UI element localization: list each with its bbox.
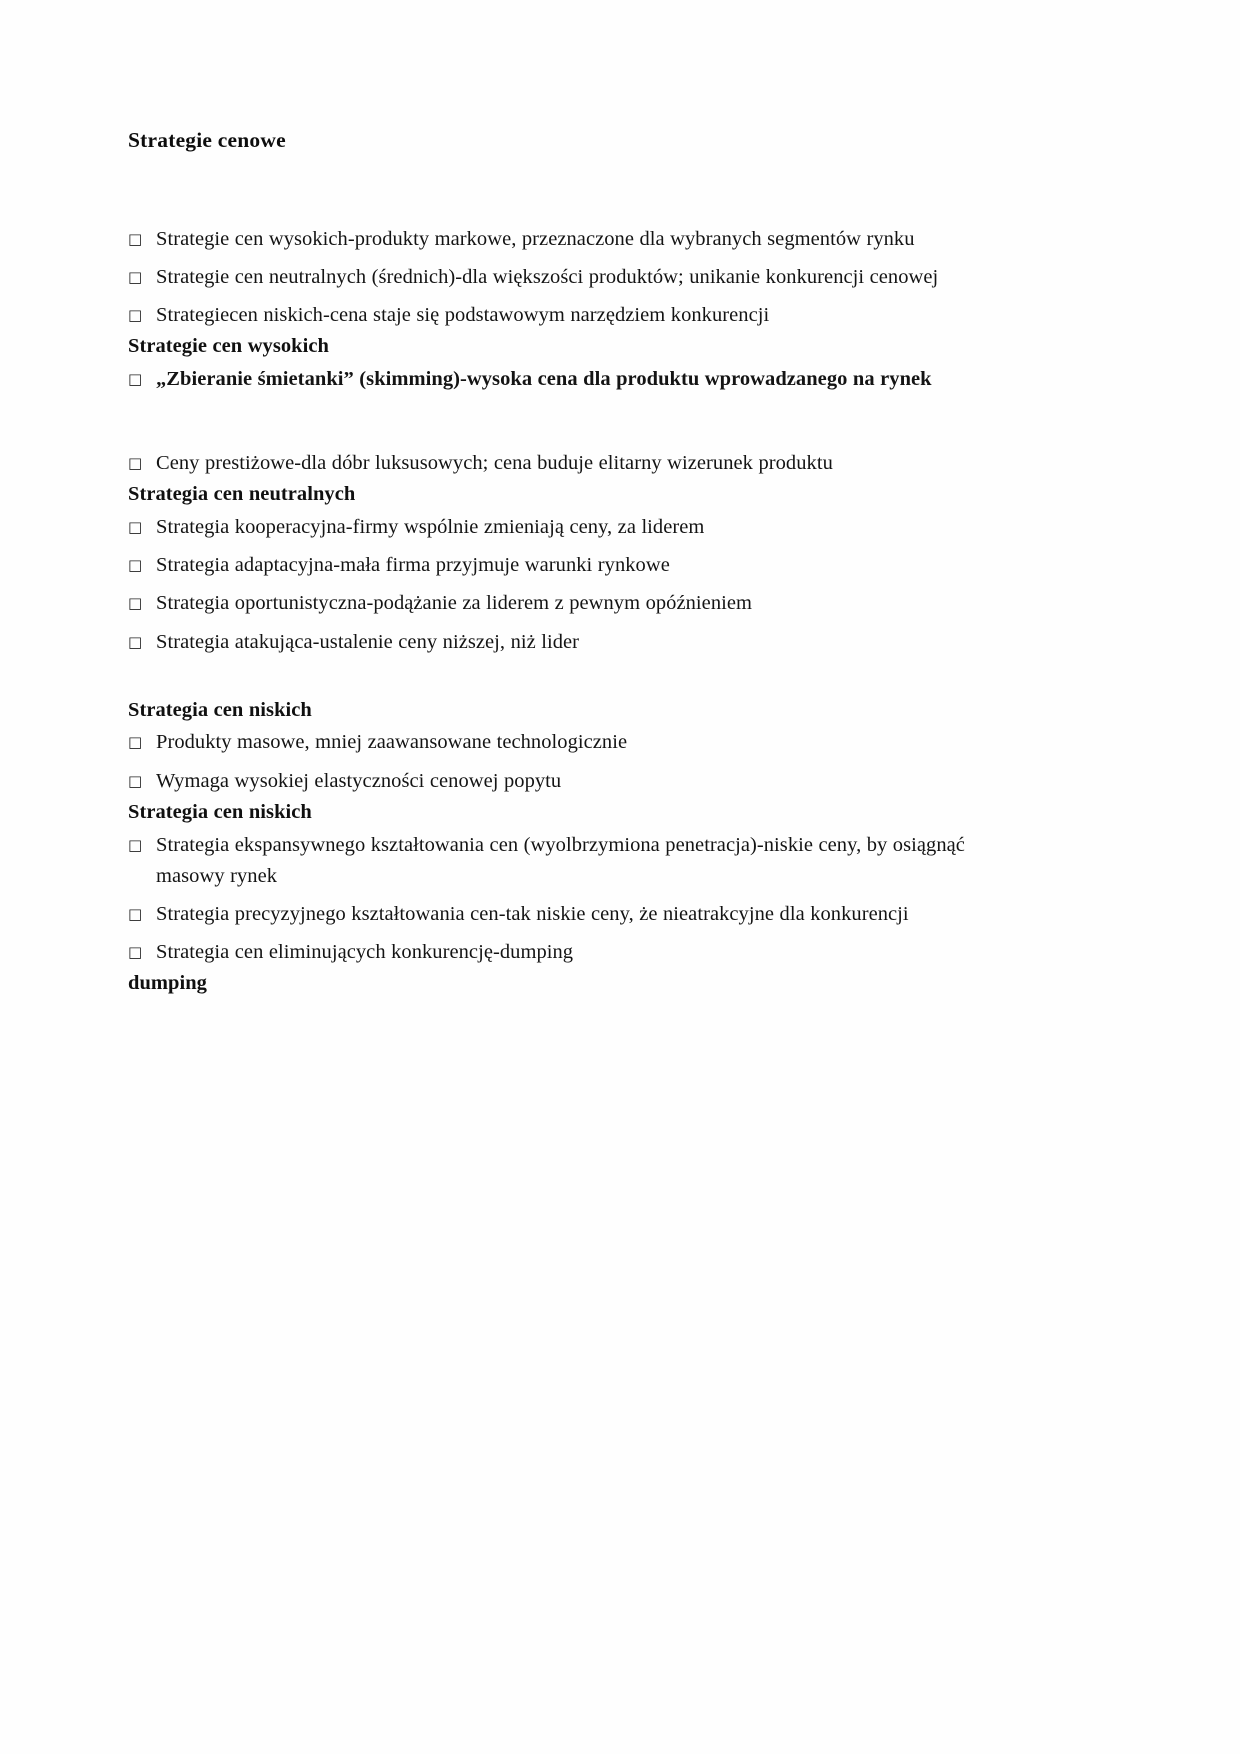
bullet-box-icon: □ <box>128 229 143 248</box>
list-item <box>128 512 1028 543</box>
section-gap <box>128 402 1028 448</box>
list-item <box>128 224 1028 255</box>
section-heading: Strategia cen niskich <box>128 698 312 721</box>
bullet-box-icon: □ <box>128 267 143 286</box>
list-item-text: Strategie cen wysokich-produkty markowe, przeznaczone dla wybranych segmentów rynku <box>156 227 915 250</box>
section-heading: Strategie cen wysokich <box>128 335 329 358</box>
list-item <box>128 550 1028 581</box>
section-heading: Strategia cen neutralnych <box>128 483 356 506</box>
list-item <box>128 899 1028 930</box>
list-item-text: Ceny prestiżowe-dla dóbr luksusowych; cena buduje elitarny wizerunek produktu <box>156 452 833 475</box>
list-item <box>128 364 1028 395</box>
bullet-box-icon: □ <box>128 942 143 961</box>
list-item <box>128 448 1028 479</box>
bullet-box-icon: □ <box>128 594 143 613</box>
bullet-box-icon: □ <box>128 632 143 651</box>
section-gap <box>128 665 1028 695</box>
bullet-box-icon: □ <box>128 835 143 854</box>
list-item-text: Strategiecen niskich-cena staje się podstawowym narzędziem konkurencji <box>156 304 770 327</box>
list-item <box>128 627 1028 658</box>
list-item-text: Strategie cen neutralnych (średnich)-dla większości produktów; unikanie konkurencji cenowej <box>156 265 939 288</box>
bullet-box-icon: □ <box>128 771 143 790</box>
list-item <box>128 300 1028 331</box>
list-item-text: Strategia precyzyjnego kształtowania cen-tak niskie ceny, że nieatrakcyjne dla konkurencji <box>156 902 909 925</box>
list-item-text: Strategia adaptacyjna-mała firma przyjmuje warunki rynkowe <box>156 554 670 577</box>
bullet-box-icon: □ <box>128 370 143 389</box>
section-heading: Strategia cen niskich <box>128 800 312 823</box>
list-item-text: Strategia ekspansywnego kształtowania cen (wyolbrzymiona penetracja)-niskie ceny, by osiągnąć masowy rynek <box>156 833 965 887</box>
list-item <box>128 830 1028 892</box>
bullet-box-icon: □ <box>128 904 143 923</box>
section-heading: dumping <box>128 972 207 995</box>
list-item <box>128 588 1028 619</box>
list-item <box>128 937 1028 968</box>
list-item <box>128 262 1028 293</box>
bullet-box-icon: □ <box>128 454 143 473</box>
title-spacer <box>128 154 1028 224</box>
list-item <box>128 727 1028 758</box>
list-item-text: Strategia atakująca-ustalenie ceny niższej, niż lider <box>156 630 580 653</box>
list-item-text: Wymaga wysokiej elastyczności cenowej popytu <box>156 769 562 792</box>
list-item-text: Produkty masowe, mniej zaawansowane technologicznie <box>156 731 628 754</box>
list-item-text: Strategia cen eliminujących konkurencję-dumping <box>156 940 574 963</box>
list-item-text: Strategia oportunistyczna-podążanie za liderem z pewnym opóźnieniem <box>156 592 753 615</box>
document-body <box>128 128 1028 1001</box>
bullet-box-icon: □ <box>128 306 143 325</box>
list-item <box>128 766 1028 797</box>
bullet-box-icon: □ <box>128 556 143 575</box>
page-title: Strategie cenowe <box>128 128 286 152</box>
bullet-box-icon: □ <box>128 733 143 752</box>
list-item-text: „Zbieranie śmietanki” (skimming)-wysoka cena dla produktu wprowadzanego na rynek <box>156 368 932 391</box>
list-item-text: Strategia kooperacyjna-firmy wspólnie zmieniają ceny, za liderem <box>156 516 705 539</box>
bullet-box-icon: □ <box>128 518 143 537</box>
